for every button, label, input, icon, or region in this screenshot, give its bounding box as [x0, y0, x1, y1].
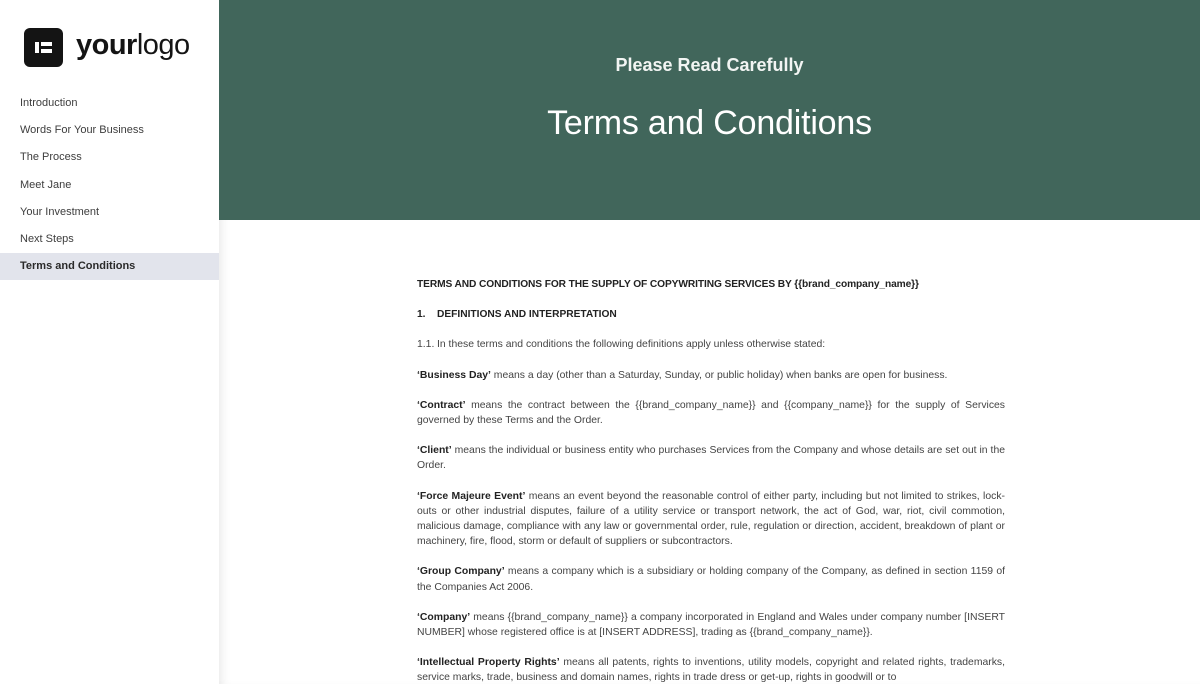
hero-eyebrow: Please Read Carefully	[615, 55, 804, 75]
definition-term: ‘Company’	[417, 611, 471, 623]
terms-document	[417, 277, 1005, 684]
definition-contract	[417, 398, 1005, 428]
definition-text: means a company which is a subsidiary or holding company of the Company, as defined in section 1159 of the Companies Act 2006.	[417, 566, 1006, 593]
definition-client	[417, 443, 1005, 473]
definition-term: ‘Force Majeure Event’	[417, 490, 526, 502]
definition-text: means {{brand_company_name}} a company incorporated in England and Wales under company number [INSERT NUMBER] whose registered office is at [INSERT ADDRESS], trading as {{brand_company_name}}.	[417, 611, 1005, 639]
logo-text-bold: your	[76, 29, 137, 61]
clause-number: 1.1.	[417, 339, 435, 351]
sidebar-item-your-investment[interactable]: Your Investment	[20, 205, 100, 218]
section-heading-text: DEFINITIONS AND INTERPRETATION	[437, 309, 617, 321]
sidebar-item-the-process[interactable]: The Process	[20, 151, 82, 164]
sidebar-item-words-for-your-business[interactable]: Words For Your Business	[20, 124, 144, 137]
clause-1-1	[417, 337, 1005, 352]
logo-mark-icon	[24, 28, 63, 67]
definition-business-day	[417, 368, 1005, 383]
definition-text: means the contract between the {{brand_company_name}} and {{company_name}} for the supply of Services governed by these Terms and the Order.	[417, 399, 1005, 427]
definition-term: ‘Group Company’	[417, 566, 505, 578]
main-content	[219, 0, 1200, 684]
definition-term: ‘Intellectual Property Rights’	[417, 657, 560, 669]
definition-text: means all patents, rights to inventions, utility models, copyright and related rights, trademarks, service marks, trade, business and domain names, rights in trade dress or get-up, rights in goodwill or to	[417, 657, 1005, 684]
logo-text	[76, 31, 190, 60]
clause-text: In these terms and conditions the following definitions apply unless otherwise stated:	[437, 339, 826, 351]
sidebar-item-meet-jane[interactable]: Meet Jane	[20, 178, 72, 191]
logo-text-light: logo	[136, 29, 190, 61]
definition-term: ‘Client’	[417, 445, 452, 457]
definition-company	[417, 610, 1005, 640]
definition-text: means a day (other than a Saturday, Sunday, or public holiday) when banks are open for business.	[490, 369, 948, 381]
definition-text: means the individual or business entity who purchases Services from the Company and whose details are set out in the Order.	[417, 445, 1005, 472]
section-number: 1.	[417, 309, 426, 321]
document-title: TERMS AND CONDITIONS FOR THE SUPPLY OF COPYWRITING SERVICES BY {{brand_company_name}}	[417, 279, 919, 290]
definition-text: means an event beyond the reasonable control of either party, including but not limited to strikes, lock-outs or other industrial disputes, failure of a utility service or transport network, the act of God, war, riot, civil commotion, malicious damage, compliance with any law or governmental order, rule, regulation or direction, accident, breakdown of plant or machinery, fire, flood, storm or default of suppliers or subcontractors.	[417, 490, 1005, 548]
hero-banner	[219, 0, 1200, 220]
definition-group-company	[417, 564, 1005, 594]
sidebar-item-next-steps[interactable]: Next Steps	[20, 232, 74, 245]
section-heading	[417, 307, 1005, 322]
definition-term: ‘Business Day’	[417, 369, 491, 381]
sidebar-nav	[0, 90, 219, 280]
definition-intellectual-property-rights	[417, 655, 1005, 684]
definition-force-majeure-event	[417, 489, 1005, 550]
sidebar	[0, 0, 219, 684]
sidebar-item-introduction[interactable]: Introduction	[20, 97, 78, 109]
definition-term: ‘Contract’	[417, 399, 466, 411]
logo[interactable]	[24, 28, 190, 67]
sidebar-item-terms-and-conditions[interactable]: Terms and Conditions	[0, 253, 219, 280]
page-title: Terms and Conditions	[547, 104, 872, 142]
